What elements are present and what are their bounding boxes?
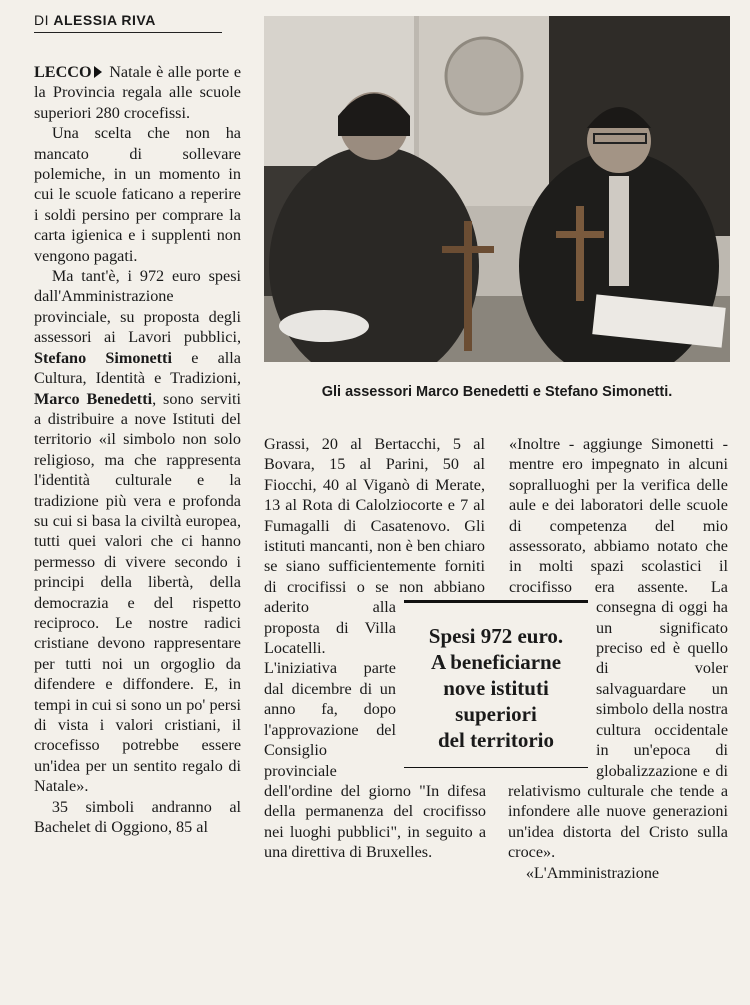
name-benedetti: Marco Benedetti bbox=[34, 389, 153, 408]
pull-quote-line: Spesi 972 euro. bbox=[428, 624, 564, 648]
name-simonetti: Stefano Simonetti bbox=[34, 348, 172, 367]
triangle-icon bbox=[94, 66, 102, 78]
pull-quote bbox=[404, 600, 588, 768]
paragraph-text: Natale è alle porte e la Provincia regala alle scuole superiori 280 crocefissi. bbox=[34, 63, 242, 122]
dateline: LECCO bbox=[34, 63, 92, 81]
paragraph-text: , sono serviti a distribuire a nove Istituti del territorio «il simbolo non solo religioso, ma che rappresenta l'identità culturale e la tradizione più vera e profonda su cui si basa la civiltà europea, tutti quei valori che ci hanno permesso di vivere secondo i principi della libertà, della democrazia e del rispetto reciproco. Le nostre radici cristiane devono rappresentare per tutti noi un orgoglio da difendere e diffondere. E, in tempi in cui si sono un po' persi di vista i valori cristiani, il crocefisso potrebbe essere un'idea per un sentito regalo di Natale». bbox=[34, 389, 241, 796]
byline bbox=[34, 12, 222, 33]
paragraph-text: Ma tant'è, i 972 euro spesi dall'Amministrazione provinciale, su proposta degli assessori ai Lavori pubblici, bbox=[34, 267, 241, 347]
byline-prefix: DI bbox=[34, 12, 49, 28]
paragraph: Una scelta che non ha mancato di sollevare polemiche, in un momento in cui le scuole faticano a reperire i soldi persino per comprare la carta igienica e i supplenti non vengono pagati. bbox=[34, 124, 241, 265]
byline-author: ALESSIA RIVA bbox=[53, 12, 156, 28]
float-spacer bbox=[485, 434, 486, 600]
paragraph bbox=[34, 266, 241, 797]
paragraph: 35 simboli andranno al Bachelet di Oggiono, 85 al bbox=[34, 797, 241, 837]
article-column-1 bbox=[34, 62, 241, 837]
pull-quote-line: nove istituti bbox=[443, 676, 549, 700]
photo-illustration bbox=[264, 16, 730, 362]
photo-caption: Gli assessori Marco Benedetti e Stefano Simonetti. bbox=[321, 384, 673, 400]
paragraph-text: e alla Cultura, Identità e Tradizioni, bbox=[34, 348, 241, 388]
pull-quote-line: del territorio bbox=[437, 728, 555, 752]
paragraph: Grassi, 20 al Bertacchi, 5 al Bovara, 15 al Parini, 50 al Fiocchi, 40 al Viganò di Merate, 13 al Rota di Calolziocorte e 7 al Fumagalli di Casatenovo. Gli istituti mancanti, non è ben chiaro se siano sufficientemente forniti di crocifissi o se non abbiano aderito alla proposta di Villa Locatelli. L'iniziativa parte dal dicembre di un anno fa, dopo l'approvazione del Consiglio provinciale dell'ordine del giorno "In difesa della permanenza del crocifisso nei luoghi pubblici", in seguito a una direttiva di Bruxelles. bbox=[264, 435, 486, 862]
pull-quote-line: superiori bbox=[455, 702, 537, 726]
article-photo bbox=[264, 16, 730, 362]
paragraph: «Inoltre - aggiunge Simonetti - mentre ero impegnato in alcuni sopralluoghi per la verifica delle aule e dei laboratori delle scuole di competenza del mio assessorato, abbiamo notato che in molti spazi scolastici il crocifisso era assente. La consegna di oggi ha un significato preciso ed è quello di voler salvaguardare un simbolo della nostra cultura occidentale in un'epoca di globalizzazione e di relativismo culturale che tende a infondere alle nuove generazioni un'idea distorta del Cristo sulla croce». bbox=[508, 435, 728, 862]
paragraph bbox=[34, 62, 241, 123]
paragraph: «L'Amministrazione bbox=[525, 863, 660, 882]
pull-quote-line: A beneficiarne bbox=[430, 650, 562, 674]
